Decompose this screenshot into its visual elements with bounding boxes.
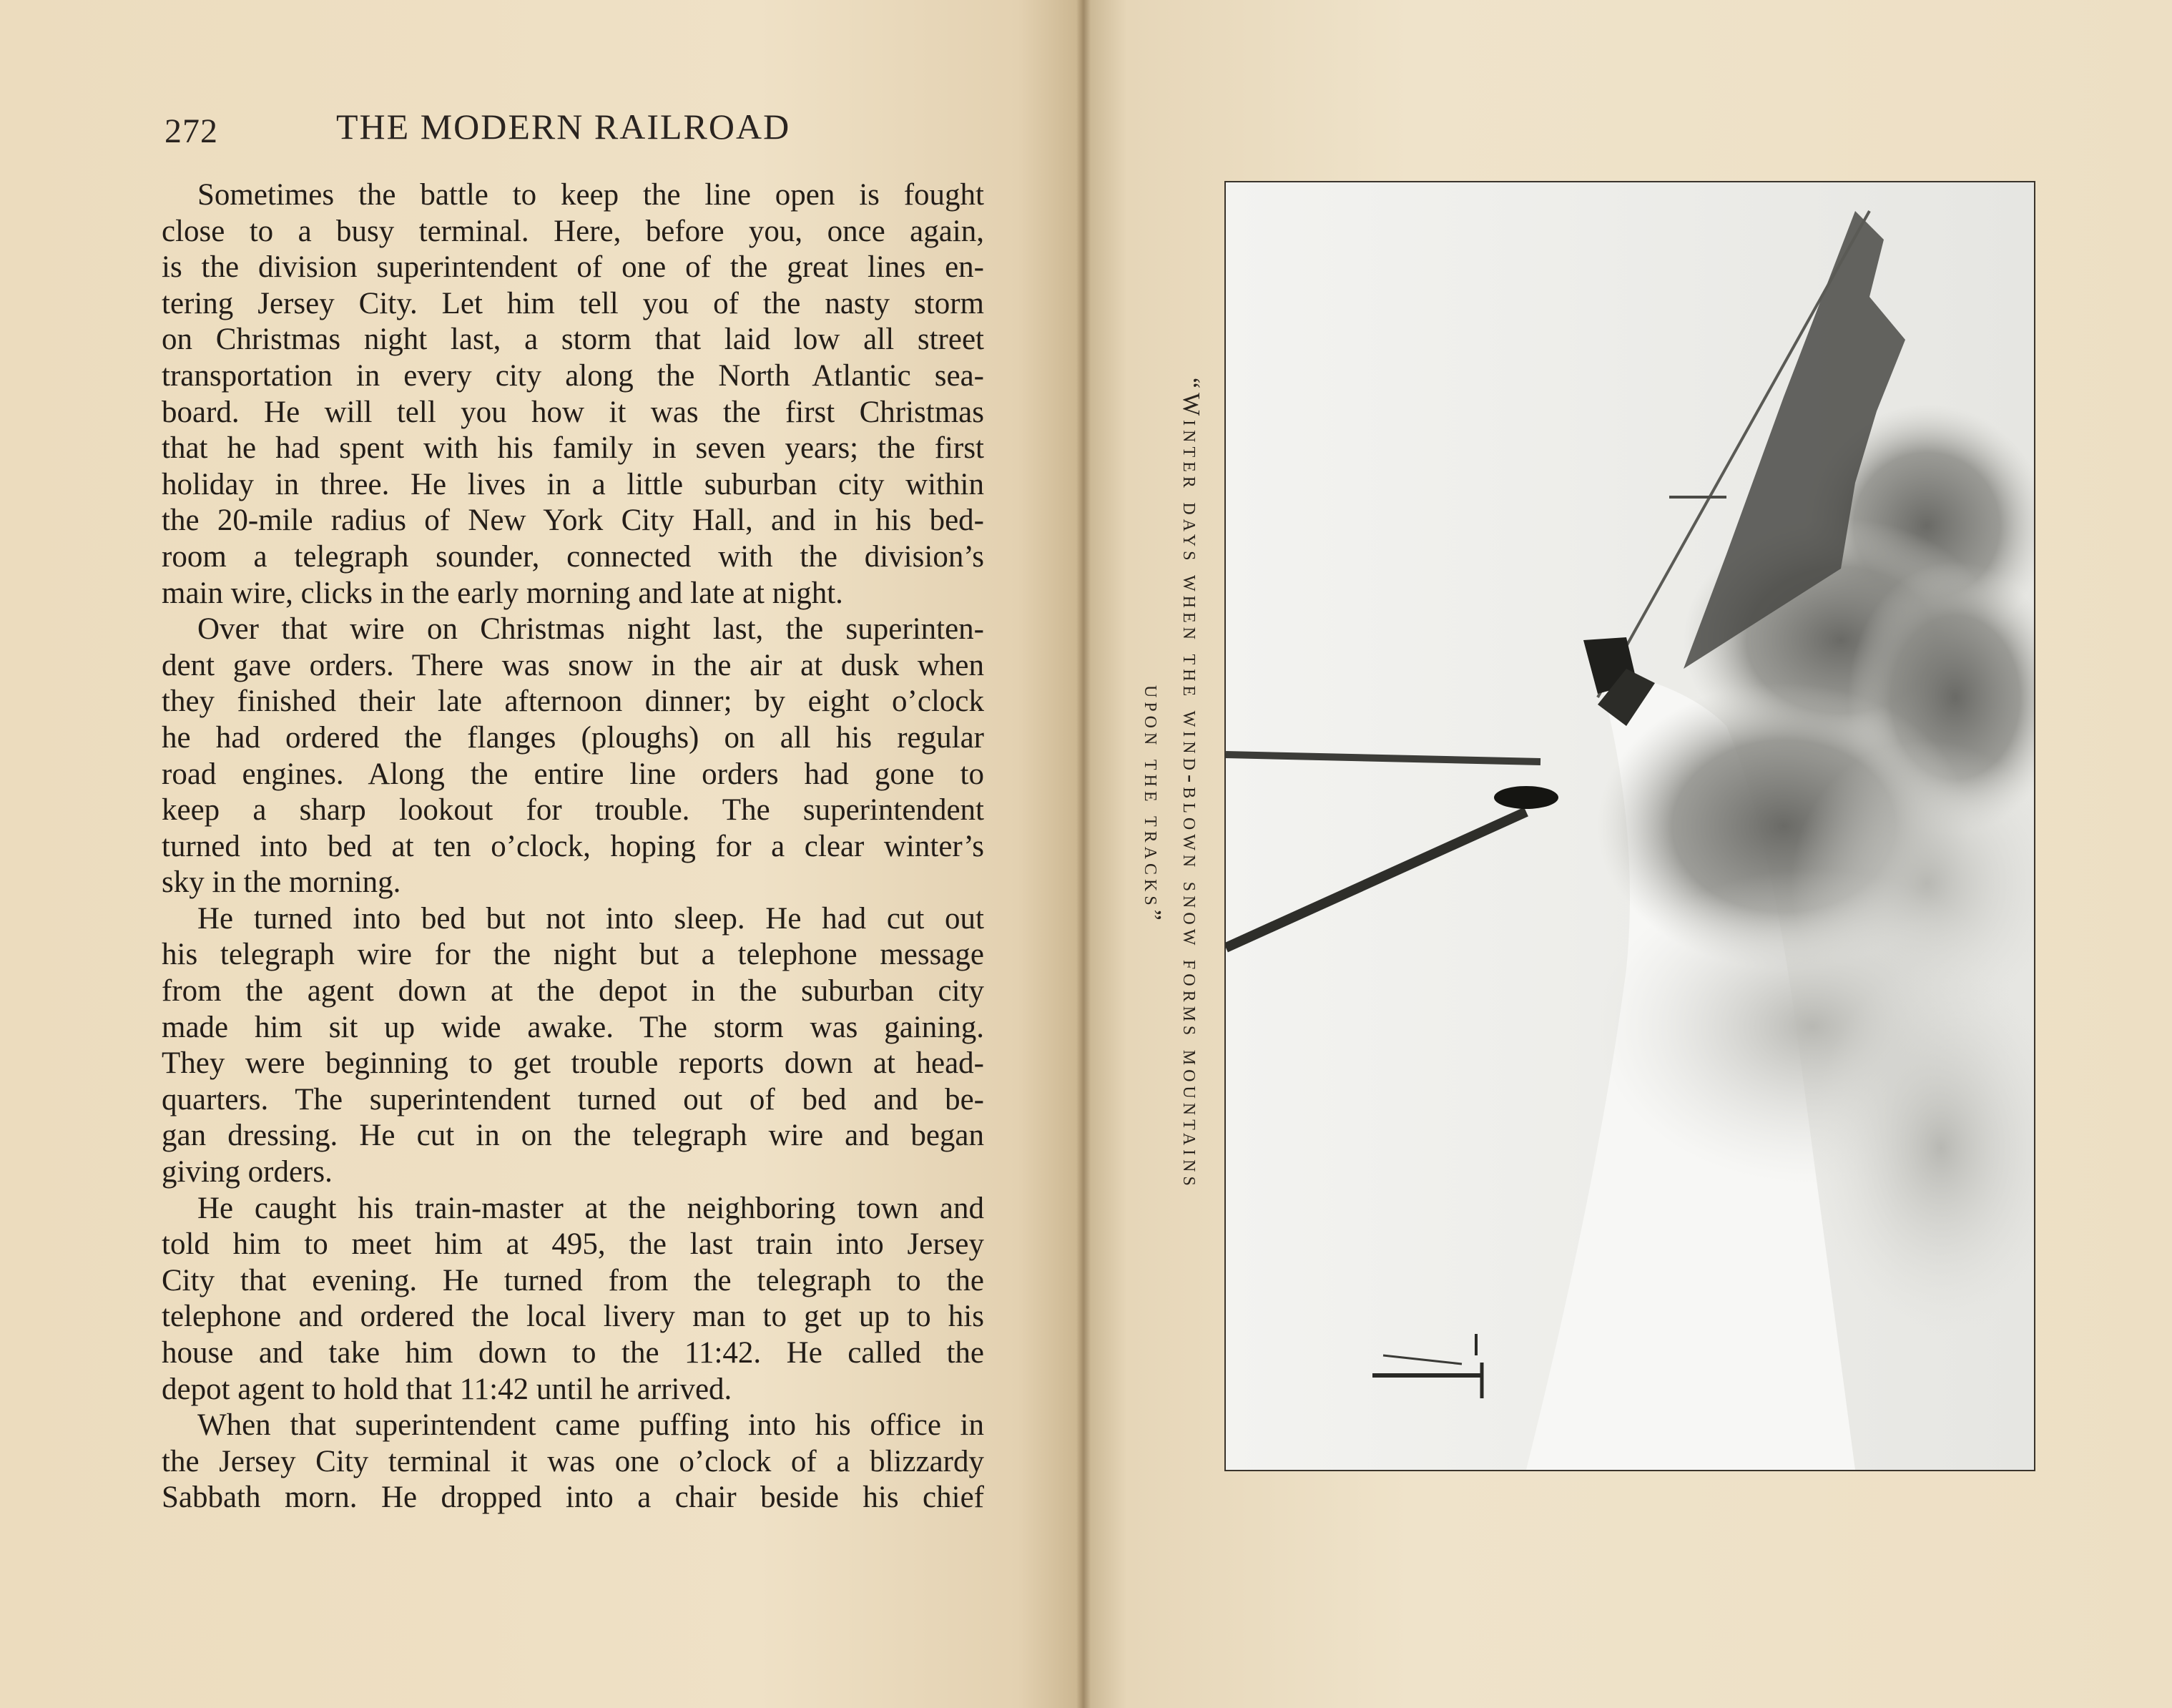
text-line: keep a sharp lookout for trouble. The superintendent: [162, 793, 984, 828]
book-gutter: [1076, 0, 1091, 1708]
text-line: board. He will tell you how it was the first Christmas: [162, 395, 984, 429]
text-line: his telegraph wire for the night but a telephone message: [162, 938, 984, 972]
plate-caption: [1136, 378, 1222, 1272]
text-line: he had ordered the flanges (ploughs) on all his regular: [162, 720, 984, 755]
snow-train-photo: [1226, 182, 2034, 1470]
text-line: He caught his train-master at the neighboring town and: [197, 1191, 984, 1225]
running-head-title: THE MODERN RAILROAD: [336, 107, 791, 147]
photo-plate: [1224, 181, 2035, 1471]
running-head: [164, 106, 987, 149]
text-line: depot agent to hold that 11:42 until he arrived.: [162, 1372, 732, 1406]
page-number: 272: [164, 112, 218, 150]
text-line: is the division superintendent of one of the great lines en-: [162, 250, 984, 285]
caption-line-1: “Winter days when the wind-blown snow forms mountains: [1178, 378, 1204, 1190]
text-line: He turned into bed but not into sleep. He had cut out: [197, 901, 984, 936]
text-line: house and take him down to the 11:42. He called the: [162, 1336, 984, 1370]
text-line: telephone and ordered the local livery man to get up to his: [162, 1300, 984, 1334]
text-line: turned into bed at ten o’clock, hoping for a clear winter’s: [162, 829, 984, 863]
text-line: Sometimes the battle to keep the line open is fought: [197, 178, 984, 212]
text-line: road engines. Along the entire line orders had gone to: [162, 757, 984, 791]
text-line: When that superintendent came puffing into his office in: [197, 1408, 984, 1443]
text-line: room a telegraph sounder, connected with the division’s: [162, 539, 984, 574]
body-text: [162, 177, 984, 1516]
text-line: transportation in every city along the North Atlantic sea-: [162, 358, 984, 393]
text-line: made him sit up wide awake. The storm was gaining.: [162, 1010, 984, 1044]
text-line: giving orders.: [162, 1155, 333, 1189]
text-line: They were beginning to get trouble reports down at head-: [162, 1046, 984, 1081]
text-line: Sabbath morn. He dropped into a chair beside his chief: [162, 1481, 984, 1515]
text-line: City that evening. He turned from the telegraph to the: [162, 1263, 984, 1297]
text-line: tering Jersey City. Let him tell you of the nasty storm: [162, 286, 984, 320]
caption-line-2: upon the tracks”: [1139, 685, 1166, 925]
text-line: close to a busy terminal. Here, before you, once again,: [162, 214, 984, 248]
text-line: sky in the morning.: [162, 865, 401, 900]
text-line: on Christmas night last, a storm that laid low all street: [162, 323, 984, 357]
text-line: they finished their late afternoon dinner; by eight o’clock: [162, 684, 984, 719]
text-line: holiday in three. He lives in a little suburban city within: [162, 467, 984, 501]
text-line: from the agent down at the depot in the suburban city: [162, 974, 984, 1008]
text-line: quarters. The superintendent turned out of bed and be-: [162, 1082, 984, 1116]
text-line: told him to meet him at 495, the last train into Jersey: [162, 1227, 984, 1262]
text-line: the Jersey City terminal it was one o’clock of a blizzardy: [162, 1444, 984, 1478]
text-line: main wire, clicks in the early morning and late at night.: [162, 576, 843, 610]
text-line: dent gave orders. There was snow in the air at dusk when: [162, 648, 984, 682]
text-line: gan dressing. He cut in on the telegraph wire and began: [162, 1119, 984, 1153]
text-line: Over that wire on Christmas night last, the superinten-: [197, 612, 984, 647]
text-line: the 20-mile radius of New York City Hall, and in his bed-: [162, 504, 984, 538]
left-page: [0, 0, 1083, 1708]
text-line: that he had spent with his family in seven years; the first: [162, 431, 984, 466]
